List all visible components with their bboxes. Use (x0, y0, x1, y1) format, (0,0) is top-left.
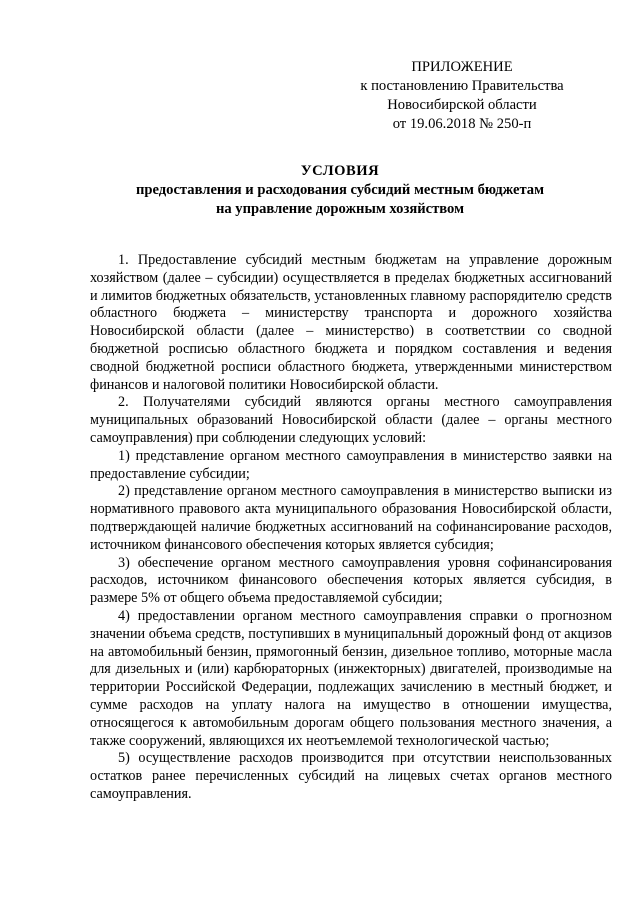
appendix-region-line: Новосибирской области (387, 97, 537, 113)
paragraph-1: 1. Предоставление субсидий местным бюджетам на управление дорожным хозяйством (далее – субсидии) осуществляется в пределах бюджетных ассигнований и лимитов бюджетных обязательств, установленных главному распорядителю средств областного бюджета – министерству транспорта и дорожного хозяйства Новосибирской области (далее – министерство) в соответствии со сводной бюджетной росписью областного бюджета и порядком составления и ведения сводной бюджетной росписи областного бюджета, утвержденными министерством финансов и налоговой политики Новосибирской области. (90, 252, 612, 393)
paragraph-2: 2. Получателями субсидий являются органы местного самоуправления муниципальных образований Новосибирской области (далее – органы местного самоуправления) при соблюдении следующих условий: (90, 394, 612, 446)
appendix-date-line: от 19.06.2018 № 250-п (392, 116, 532, 132)
document-title (60, 162, 620, 219)
condition-1: 1) представление органом местного самоуправления в министерство заявки на предоставление субсидии; (90, 447, 612, 482)
condition-4: 4) предоставлении органом местного самоуправления справки о прогнозном значении объема средств, поступивших в муниципальный дорожный фонд от акцизов на автомобильный бензин, прямогонный бензин, дизельное топливо, моторные масла для дизельных и (или) карбюраторных (инжекторных) двигателей, производимые на территории Российской Федерации, подлежащих зачислению в местный бюджет, и сумме расходов на уплату налога на имущество в отношении имущества, относящегося к автомобильным дорогам общего пользования местного значения, а также сооружений, являющихся их неотъемлемой технологической частью; (90, 607, 612, 749)
document-body (90, 252, 612, 804)
title-main: УСЛОВИЯ (300, 163, 380, 179)
title-subtitle-line2: на управление дорожным хозяйством (215, 201, 465, 217)
appendix-label: ПРИЛОЖЕНИЕ (411, 59, 513, 75)
condition-5: 5) осуществление расходов производится при отсутствии неиспользованных остатков ранее перечисленных субсидий на лицевых счетах органов местного самоуправления. (90, 750, 612, 802)
appendix-header (342, 58, 582, 134)
title-subtitle-line1: предоставления и расходования субсидий местным бюджетам (135, 182, 545, 198)
condition-3: 3) обеспечение органом местного самоуправления уровня софинансирования расходов, источником финансового обеспечения которых является субсидия, в размере 5% от общего объема предоставляемой субсидии; (90, 554, 612, 607)
appendix-decree-line: к постановлению Правительства (360, 78, 564, 94)
condition-2: 2) представление органом местного самоуправления в министерство выписки из нормативного правового акта муниципального образования Новосибирской области, подтверждающей наличие бюджетных ассигнований на софинансирование расходов, источником финансового обеспечения которых является субсидия; (90, 483, 612, 553)
